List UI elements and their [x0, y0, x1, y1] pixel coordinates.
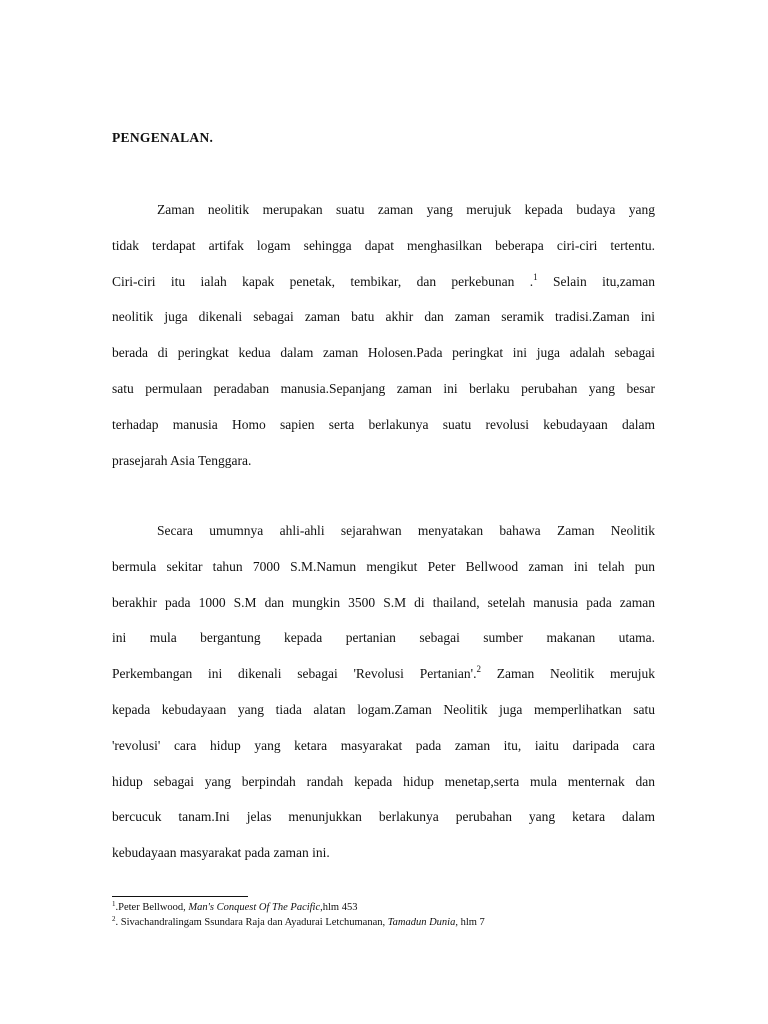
footnote-ref-1[interactable]: 1: [533, 271, 538, 282]
paragraph-line: tidak terdapat artifak logam sehingga dapat menghasilkan beberapa ciri-ciri tertentu.: [112, 237, 655, 253]
paragraph-line: kepada kebudayaan yang tiada alatan logam.Zaman Neolitik juga memperlihatkan satu: [112, 701, 655, 717]
paragraph-line: ini mula bergantung kepada pertanian sebagai sumber makanan utama.: [112, 630, 655, 646]
paragraph-line: Secara umumnya ahli-ahli sejarahwan menyatakan bahawa Zaman Neolitik: [157, 523, 655, 538]
paragraph-line: Zaman neolitik merupakan suatu zaman yang merujuk kepada budaya yang: [157, 202, 655, 217]
paragraph-line: bermula sekitar tahun 7000 S.M.Namun mengikut Peter Bellwood zaman ini telah pun: [112, 558, 655, 574]
paragraph-line: kebudayaan masyarakat pada zaman ini.: [112, 845, 330, 861]
line-text: Perkembangan ini dikenali sebagai 'Revolusi Pertanian'.: [112, 666, 477, 682]
paragraph-1: [112, 201, 655, 487]
paragraph-line: neolitik juga dikenali sebagai zaman batu akhir dan zaman seramik tradisi.Zaman ini: [112, 309, 655, 325]
footnote-2: [112, 916, 485, 929]
footnote-title: Tamadun Dunia: [387, 917, 456, 928]
paragraph-line: [112, 665, 655, 701]
paragraph-line: bercucuk tanam.Ini jelas menunjukkan berlakunya perubahan yang ketara dalam: [112, 809, 655, 825]
footnote-text: , hlm 7: [455, 917, 485, 928]
footnote-1: [112, 901, 357, 914]
paragraph-line: prasejarah Asia Tenggara.: [112, 452, 252, 468]
footnote-separator: [112, 896, 248, 897]
paragraph-line: berada di peringkat kedua dalam zaman Holosen.Pada peringkat ini juga adalah sebagai: [112, 345, 655, 361]
footnote-marker: 1: [112, 900, 116, 908]
footnote-title: Man's Conquest Of The Pacific: [188, 902, 321, 913]
footnote-marker: 2: [112, 915, 116, 923]
paragraph-line: satu permulaan peradaban manusia.Sepanjang zaman ini berlaku perubahan yang besar: [112, 380, 655, 396]
page-heading: PENGENALAN.: [112, 130, 214, 145]
footnote-ref-2[interactable]: 2: [476, 664, 481, 675]
paragraph-line: terhadap manusia Homo sapien serta berlakunya suatu revolusi kebudayaan dalam: [112, 416, 655, 432]
footnote-text: . Sivachandralingam Ssundara Raja dan Ayadurai Letchumanan,: [115, 917, 388, 928]
paragraph-line: [112, 273, 655, 309]
paragraph-line: 'revolusi' cara hidup yang ketara masyarakat pada zaman itu, iaitu daripada cara: [112, 737, 655, 753]
paragraph-2: [112, 522, 655, 880]
line-text: Ciri-ciri itu ialah kapak penetak, tembikar, dan perkebunan .: [112, 273, 534, 289]
footnote-text: .Peter Bellwood,: [115, 902, 189, 913]
paragraph-line: berakhir pada 1000 S.M dan mungkin 3500 S.M di thailand, setelah manusia pada zaman: [112, 594, 655, 610]
line-text: Selain itu,zaman: [553, 273, 655, 289]
footnote-text: ,hlm 453: [320, 902, 358, 913]
line-text: Zaman Neolitik merujuk: [496, 666, 655, 682]
paragraph-line: hidup sebagai yang berpindah randah kepada hidup menetap,serta mula menternak dan: [112, 773, 655, 789]
